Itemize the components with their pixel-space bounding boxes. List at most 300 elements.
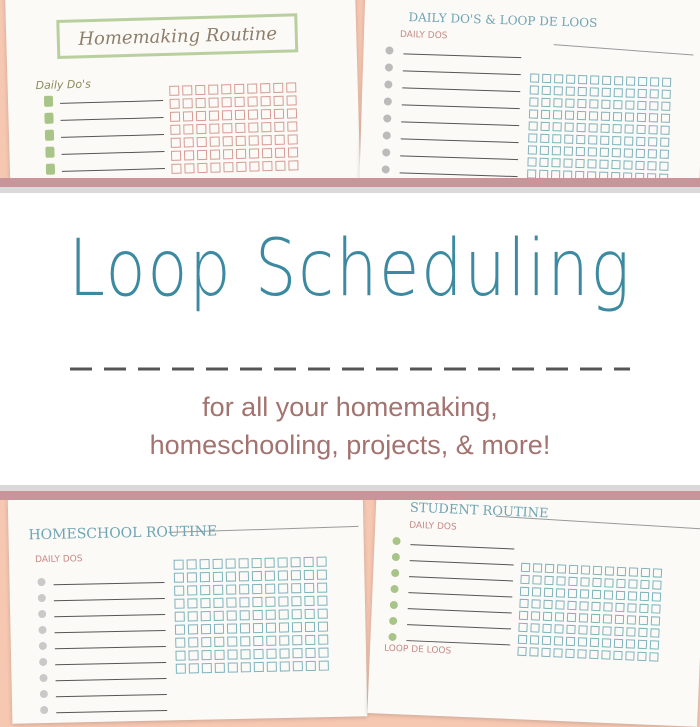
daily-dos-label-tr: DAILY DOS [399, 29, 448, 42]
daily-dos-label-br: DAILY DOS [409, 520, 457, 533]
flower-icon [40, 706, 48, 714]
checkbox-square [288, 122, 297, 131]
checkbox-square [543, 624, 551, 632]
checkbox-square [518, 635, 526, 643]
task-line [410, 561, 514, 565]
checkbox-square [249, 149, 258, 158]
checkbox-square [239, 559, 248, 568]
checkbox-square [543, 612, 551, 620]
checkbox-square [235, 84, 244, 93]
task-line [55, 630, 166, 632]
checkbox-square [213, 559, 222, 568]
checkbox-square [224, 163, 233, 172]
jar-icon [44, 96, 53, 107]
checkbox-square [319, 661, 328, 670]
checkbox-square [600, 160, 608, 168]
flower-icon [385, 46, 393, 54]
checkbox-square [185, 164, 194, 173]
flower-icon [39, 642, 47, 650]
checkbox-square [289, 161, 298, 170]
checkbox-square [615, 77, 623, 85]
checkbox-square [652, 605, 660, 613]
jar-icon [46, 164, 55, 175]
checkbox-square [650, 78, 658, 86]
flower-icon [390, 585, 398, 593]
checkbox-square [292, 597, 301, 606]
checkbox-square [262, 136, 271, 145]
checkbox-square [202, 664, 211, 673]
loop-de-loos-label: LOOP DE LOOS [383, 643, 452, 657]
checkbox-square [521, 563, 529, 571]
checkbox-square [248, 110, 257, 119]
checkbox-square [540, 158, 548, 166]
homemaking-routine-title: Homemaking Routine [78, 23, 278, 50]
checkbox-square [170, 112, 179, 121]
checkbox-square [576, 159, 584, 167]
checkbox-square [202, 651, 211, 660]
checkbox-square [189, 638, 198, 647]
checkbox-square [213, 572, 222, 581]
checkbox-square [305, 583, 314, 592]
checkbox-square [265, 558, 274, 567]
checkbox-square [591, 626, 599, 634]
banner-title: Loop Scheduling [68, 224, 632, 314]
checkbox-square [176, 638, 185, 647]
checkbox-square [187, 560, 196, 569]
task-line [60, 101, 163, 104]
jar-icon [45, 147, 54, 158]
task-line [403, 54, 521, 58]
checkbox-square [520, 587, 528, 595]
checkbox-square [612, 149, 620, 157]
checkbox-square [274, 83, 283, 92]
checkbox-square [293, 649, 302, 658]
checkbox-square [613, 113, 621, 121]
checkbox-square [602, 100, 610, 108]
checkbox-square [266, 610, 275, 619]
checkbox-square [175, 599, 184, 608]
student-routine-title: STUDENT ROUTINE [409, 500, 549, 522]
banner-subtitle-line1: for all your homemaking, [202, 392, 498, 422]
checkbox-square [593, 566, 601, 574]
banner-subtitle-line2: homeschooling, projects, & more! [149, 430, 551, 460]
checkbox-square [626, 640, 634, 648]
checkbox-square [567, 613, 575, 621]
checkbox-square [319, 635, 328, 644]
checkbox-square [615, 615, 623, 623]
checkbox-square [629, 580, 637, 588]
task-line [410, 545, 514, 549]
checkbox-square [288, 135, 297, 144]
checkbox-square [541, 134, 549, 142]
checkbox-square [589, 124, 597, 132]
checkbox-square [223, 150, 232, 159]
checkbox-square [589, 112, 597, 120]
checkbox-square [650, 641, 658, 649]
checkbox-square [209, 111, 218, 120]
checkbox-square [660, 162, 668, 170]
checkbox-square [568, 601, 576, 609]
title-banner [0, 178, 700, 500]
flower-icon [382, 148, 390, 156]
checkbox-square [528, 158, 536, 166]
checkbox-square [235, 97, 244, 106]
task-line [401, 122, 519, 126]
checkbox-square [222, 98, 231, 107]
task-line [62, 152, 165, 155]
checkbox-square [648, 150, 656, 158]
checkbox-square [261, 84, 270, 93]
checkbox-square [589, 136, 597, 144]
checkbox-square [581, 578, 589, 586]
checkbox-square [200, 573, 209, 582]
checkbox-square [279, 623, 288, 632]
checkbox-square [592, 602, 600, 610]
checkbox-square [651, 629, 659, 637]
task-line [56, 694, 167, 696]
checkbox-square [626, 652, 634, 660]
checkbox-square [603, 627, 611, 635]
checkbox-square [579, 626, 587, 634]
checkbox-square [275, 135, 284, 144]
checkbox-square [650, 653, 658, 661]
checkbox-square [197, 137, 206, 146]
checkbox-square [254, 636, 263, 645]
checkbox-square [613, 137, 621, 145]
task-line [402, 88, 520, 92]
checkbox-square [202, 638, 211, 647]
checkbox-square [624, 149, 632, 157]
checkbox-square [566, 99, 574, 107]
checkbox-square [638, 77, 646, 85]
checkbox-square [252, 571, 261, 580]
checkbox-square [306, 661, 315, 670]
checkbox-square [196, 98, 205, 107]
checkbox-square [188, 599, 197, 608]
checkbox-square [228, 650, 237, 659]
checkbox-square [640, 592, 648, 600]
checkbox-square [544, 588, 552, 596]
checkbox-square [564, 159, 572, 167]
checkbox-square [639, 616, 647, 624]
flower-icon [37, 578, 45, 586]
daily-dos-loop-title: DAILY DO'S & LOOP DE LOOS [408, 10, 598, 31]
checkbox-square [541, 110, 549, 118]
checkbox-square [521, 575, 529, 583]
checkbox-square [615, 627, 623, 635]
checkbox-square [639, 628, 647, 636]
checkbox-square [292, 610, 301, 619]
task-line [61, 135, 164, 138]
checkbox-square [287, 83, 296, 92]
checkbox-square [236, 123, 245, 132]
flower-icon [38, 594, 46, 602]
checkbox-square [253, 584, 262, 593]
checkbox-square [627, 616, 635, 624]
checkbox-square [215, 637, 224, 646]
checkbox-square [214, 598, 223, 607]
checkbox-square [241, 650, 250, 659]
checkbox-square [531, 74, 539, 82]
checkbox-square [542, 86, 550, 94]
checkbox-square [249, 136, 258, 145]
checkbox-square [556, 589, 564, 597]
flower-icon [39, 674, 47, 682]
checkbox-square [577, 135, 585, 143]
checkbox-square [600, 148, 608, 156]
dashed-divider [70, 366, 630, 372]
checkbox-square [222, 85, 231, 94]
checkbox-square [553, 135, 561, 143]
checkbox-square [541, 122, 549, 130]
checkbox-square [653, 569, 661, 577]
checkbox-square [214, 611, 223, 620]
task-line [402, 105, 520, 109]
checkbox-square [267, 649, 276, 658]
checkbox-square [305, 596, 314, 605]
checkbox-square [545, 576, 553, 584]
task-line [61, 118, 164, 121]
checkbox-square [210, 124, 219, 133]
checkbox-square [530, 636, 538, 644]
checkbox-square [626, 101, 634, 109]
checkbox-square [640, 604, 648, 612]
checkbox-square [629, 568, 637, 576]
checkbox-square [236, 136, 245, 145]
homeschool-routine-sheet [8, 486, 368, 723]
checkbox-square [266, 623, 275, 632]
checkbox-square [566, 649, 574, 657]
checkbox-square [318, 609, 327, 618]
checkbox-square [614, 89, 622, 97]
checkbox-square [649, 126, 657, 134]
task-line [62, 169, 165, 172]
checkbox-square [614, 639, 622, 647]
task-line [56, 710, 167, 712]
flower-icon [389, 617, 397, 625]
checkbox-square [627, 628, 635, 636]
checkbox-square [184, 138, 193, 147]
task-line [403, 71, 521, 75]
checkbox-square [580, 590, 588, 598]
checkbox-square [530, 86, 538, 94]
banner-stripe-bottom [0, 491, 700, 500]
banner-subtitle [0, 388, 700, 464]
checkbox-square [555, 75, 563, 83]
checkbox-square [261, 110, 270, 119]
flower-icon [40, 690, 48, 698]
checkbox-square [184, 151, 193, 160]
checkbox-square [554, 99, 562, 107]
checkbox-square [291, 558, 300, 567]
checkbox-square [542, 648, 550, 656]
daily-dos-label: Daily Do's [35, 77, 92, 93]
checkbox-square [578, 99, 586, 107]
checkbox-square [171, 138, 180, 147]
checkbox-square [171, 151, 180, 160]
checkbox-square [188, 586, 197, 595]
checkbox-square [240, 624, 249, 633]
checkbox-square [638, 652, 646, 660]
checkbox-square [613, 125, 621, 133]
checkbox-square [576, 147, 584, 155]
checkbox-square [601, 124, 609, 132]
checkbox-square [653, 581, 661, 589]
checkbox-square [553, 123, 561, 131]
checkbox-square [174, 560, 183, 569]
checkbox-square [189, 664, 198, 673]
checkbox-square [591, 76, 599, 84]
checkbox-square [196, 111, 205, 120]
checkbox-square [638, 89, 646, 97]
checkbox-square [605, 579, 613, 587]
checkbox-square [319, 648, 328, 657]
checkbox-square [317, 570, 326, 579]
checkbox-square [226, 559, 235, 568]
checkbox-square [614, 101, 622, 109]
flower-icon [391, 569, 399, 577]
flower-icon [392, 537, 400, 545]
checkbox-square [625, 137, 633, 145]
checkbox-square [262, 149, 271, 158]
checkbox-square [564, 147, 572, 155]
checkbox-square [617, 579, 625, 587]
checkbox-square [183, 112, 192, 121]
checkbox-square [226, 572, 235, 581]
checkbox-square [661, 138, 669, 146]
checkbox-square [604, 591, 612, 599]
checkbox-square [279, 597, 288, 606]
checkbox-square [222, 111, 231, 120]
checkbox-square [519, 611, 527, 619]
checkbox-square [533, 576, 541, 584]
checkbox-square [288, 148, 297, 157]
checkbox-square [318, 583, 327, 592]
checkbox-square [201, 586, 210, 595]
checkbox-square [305, 609, 314, 618]
checkbox-square [292, 623, 301, 632]
checkbox-square [530, 98, 538, 106]
checkbox-square [529, 134, 537, 142]
checkbox-square [532, 588, 540, 596]
checkbox-square [209, 85, 218, 94]
homeschool-sheet-grid [8, 486, 368, 723]
task-line [407, 625, 511, 629]
checkbox-square [544, 600, 552, 608]
checkbox-square [532, 600, 540, 608]
checkbox-square [581, 566, 589, 574]
checkbox-square [228, 663, 237, 672]
flower-icon [38, 626, 46, 634]
checkbox-square [566, 637, 574, 645]
checkbox-square [628, 592, 636, 600]
checkbox-square [253, 597, 262, 606]
task-line [408, 609, 512, 613]
checkbox-square [641, 580, 649, 588]
checkbox-square [552, 147, 560, 155]
checkbox-square [278, 558, 287, 567]
checkbox-square [280, 649, 289, 658]
checkbox-square [604, 603, 612, 611]
checkbox-square [555, 613, 563, 621]
checkbox-square [542, 636, 550, 644]
checkbox-square [276, 161, 285, 170]
checkbox-square [592, 590, 600, 598]
checkbox-square [588, 148, 596, 156]
checkbox-square [227, 598, 236, 607]
checkbox-square [266, 597, 275, 606]
checkbox-square [183, 86, 192, 95]
flower-icon [388, 633, 396, 641]
checkbox-square [605, 567, 613, 575]
checkbox-square [187, 573, 196, 582]
flower-icon [384, 97, 392, 105]
checkbox-square [252, 558, 261, 567]
checkbox-square [279, 610, 288, 619]
checkbox-square [637, 125, 645, 133]
banner-stripe-top-gray [0, 187, 700, 193]
checkbox-square [601, 112, 609, 120]
checkbox-square [528, 170, 536, 178]
checkbox-square [279, 584, 288, 593]
checkbox-square [239, 572, 248, 581]
checkbox-square [637, 113, 645, 121]
checkbox-square [601, 136, 609, 144]
checkbox-square [253, 610, 262, 619]
checkbox-square [293, 662, 302, 671]
task-line [54, 598, 165, 600]
checkbox-square [189, 651, 198, 660]
checkbox-square [568, 589, 576, 597]
checkbox-square [184, 125, 193, 134]
checkbox-square [304, 557, 313, 566]
checkbox-square [552, 159, 560, 167]
checkbox-square [641, 568, 649, 576]
checkbox-square [274, 96, 283, 105]
task-line [54, 614, 165, 616]
checkbox-square [291, 571, 300, 580]
jar-icon [45, 130, 54, 141]
checkbox-square [214, 624, 223, 633]
homeschool-routine-title: HOMESCHOOL ROUTINE [28, 523, 218, 544]
checkbox-square [662, 78, 670, 86]
checkbox-square [531, 624, 539, 632]
checkbox-square [540, 146, 548, 154]
checkbox-square [662, 90, 670, 98]
checkbox-square [211, 163, 220, 172]
checkbox-square [201, 612, 210, 621]
task-line [55, 662, 166, 664]
daily-dos-label-bl: DAILY DOS [34, 554, 83, 566]
checkbox-square [263, 162, 272, 171]
checkbox-square [614, 651, 622, 659]
checkbox-square [280, 636, 289, 645]
checkbox-square [542, 98, 550, 106]
flower-icon [384, 80, 392, 88]
flower-icon [382, 165, 390, 173]
task-line [400, 173, 518, 177]
checkbox-square [628, 604, 636, 612]
flower-icon [383, 114, 391, 122]
checkbox-square [241, 637, 250, 646]
checkbox-square [215, 650, 224, 659]
checkbox-square [529, 122, 537, 130]
checkbox-square [649, 114, 657, 122]
checkbox-square [578, 87, 586, 95]
checkbox-square [215, 663, 224, 672]
checkbox-square [266, 584, 275, 593]
checkbox-square [652, 593, 660, 601]
